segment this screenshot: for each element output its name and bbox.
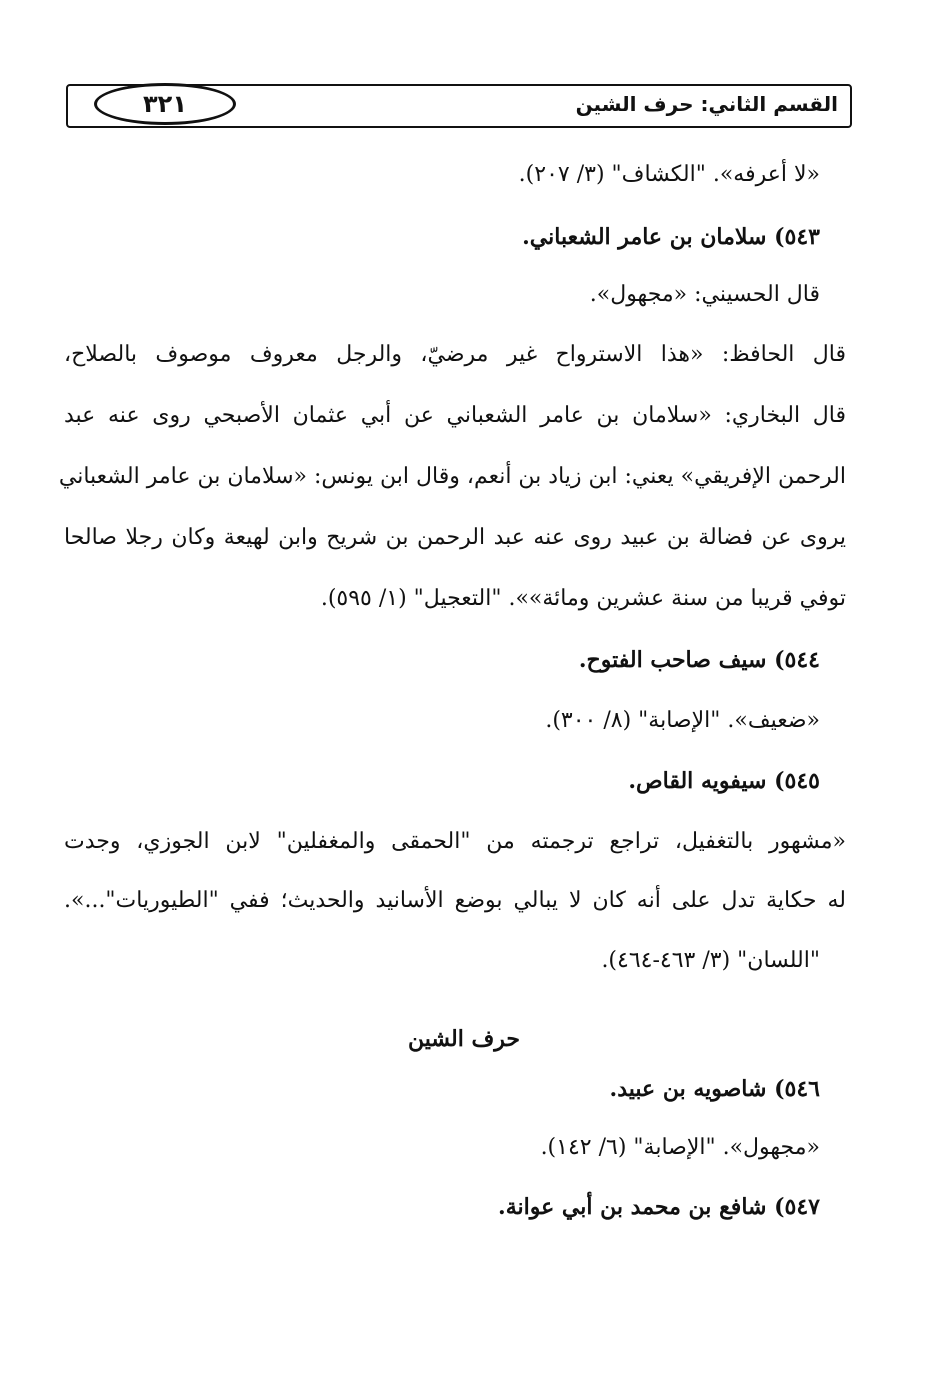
entry-number: ٥٤٣) <box>774 224 820 250</box>
text-line: الرحمن الإفريقي» يعني: ابن زياد بن أنعم، وقال ابن يونس: «سلامان بن عامر الشعباني <box>58 464 846 489</box>
entry-name: سلامان بن عامر الشعباني. <box>522 224 767 250</box>
entry-546 <box>610 1078 820 1100</box>
entry-547 <box>498 1196 820 1218</box>
section-heading: حرف الشين <box>407 1026 521 1052</box>
entry-543 <box>522 226 820 248</box>
header-title: القسم الثاني: حرف الشين <box>575 92 838 116</box>
entry-name: شافع بن محمد بن أبي عوانة. <box>498 1194 767 1220</box>
entry-545 <box>628 770 820 792</box>
text-line: قال الحافظ: «هذا الاسترواح غير مرضيّ، والرجل معروف موصوف بالصلاح، <box>64 342 846 367</box>
text-line: يروى عن فضالة بن عبيد روى عنه عبد الرحمن بن شريح وابن لهيعة وكان رجلا صالحا <box>64 525 846 550</box>
text-line: توفي قريبا من سنة عشرين ومائة»». "التعجيل" (١/ ٥٩٥). <box>320 586 846 611</box>
entry-544 <box>579 649 820 671</box>
text-line: «مشهور بالتغفيل، تراجع ترجمته من "الحمقى والمغفلين" لابن الجوزي، وجدت <box>64 829 846 854</box>
page-number-badge: ٣٢١ <box>94 83 236 125</box>
entry-number: ٥٤٦) <box>774 1076 820 1102</box>
running-header <box>66 84 852 128</box>
entry-name: سيف صاحب الفتوح. <box>578 647 767 673</box>
entry-number: ٥٤٤) <box>774 647 820 673</box>
text-line: له حكاية تدل على أنه كان لا يبالي بوضع الأسانيد والحديث؛ ففي "الطيوريات"...». <box>64 888 846 913</box>
entry-number: ٥٤٥) <box>774 768 820 794</box>
entry-name: سيفويه القاص. <box>628 768 767 794</box>
text-line: قال البخاري: «سلامان بن عامر الشعباني عن أبي عثمان الأصبحي روى عنه عبد <box>64 403 846 428</box>
text-line: قال الحسيني: «مجهول». <box>589 282 820 307</box>
text-line: "اللسان" (٣/ ٤٦٣-٤٦٤). <box>601 948 820 973</box>
entry-name: شاصويه بن عبيد. <box>609 1076 767 1102</box>
text-line: «لا أعرفه». "الكشاف" (٣/ ٢٠٧). <box>518 162 820 187</box>
entry-number: ٥٤٧) <box>774 1194 820 1220</box>
text-line: «ضعيف». "الإصابة" (٨/ ٣٠٠). <box>545 708 820 733</box>
text-line: «مجهول». "الإصابة" (٦/ ١٤٢). <box>540 1135 820 1160</box>
